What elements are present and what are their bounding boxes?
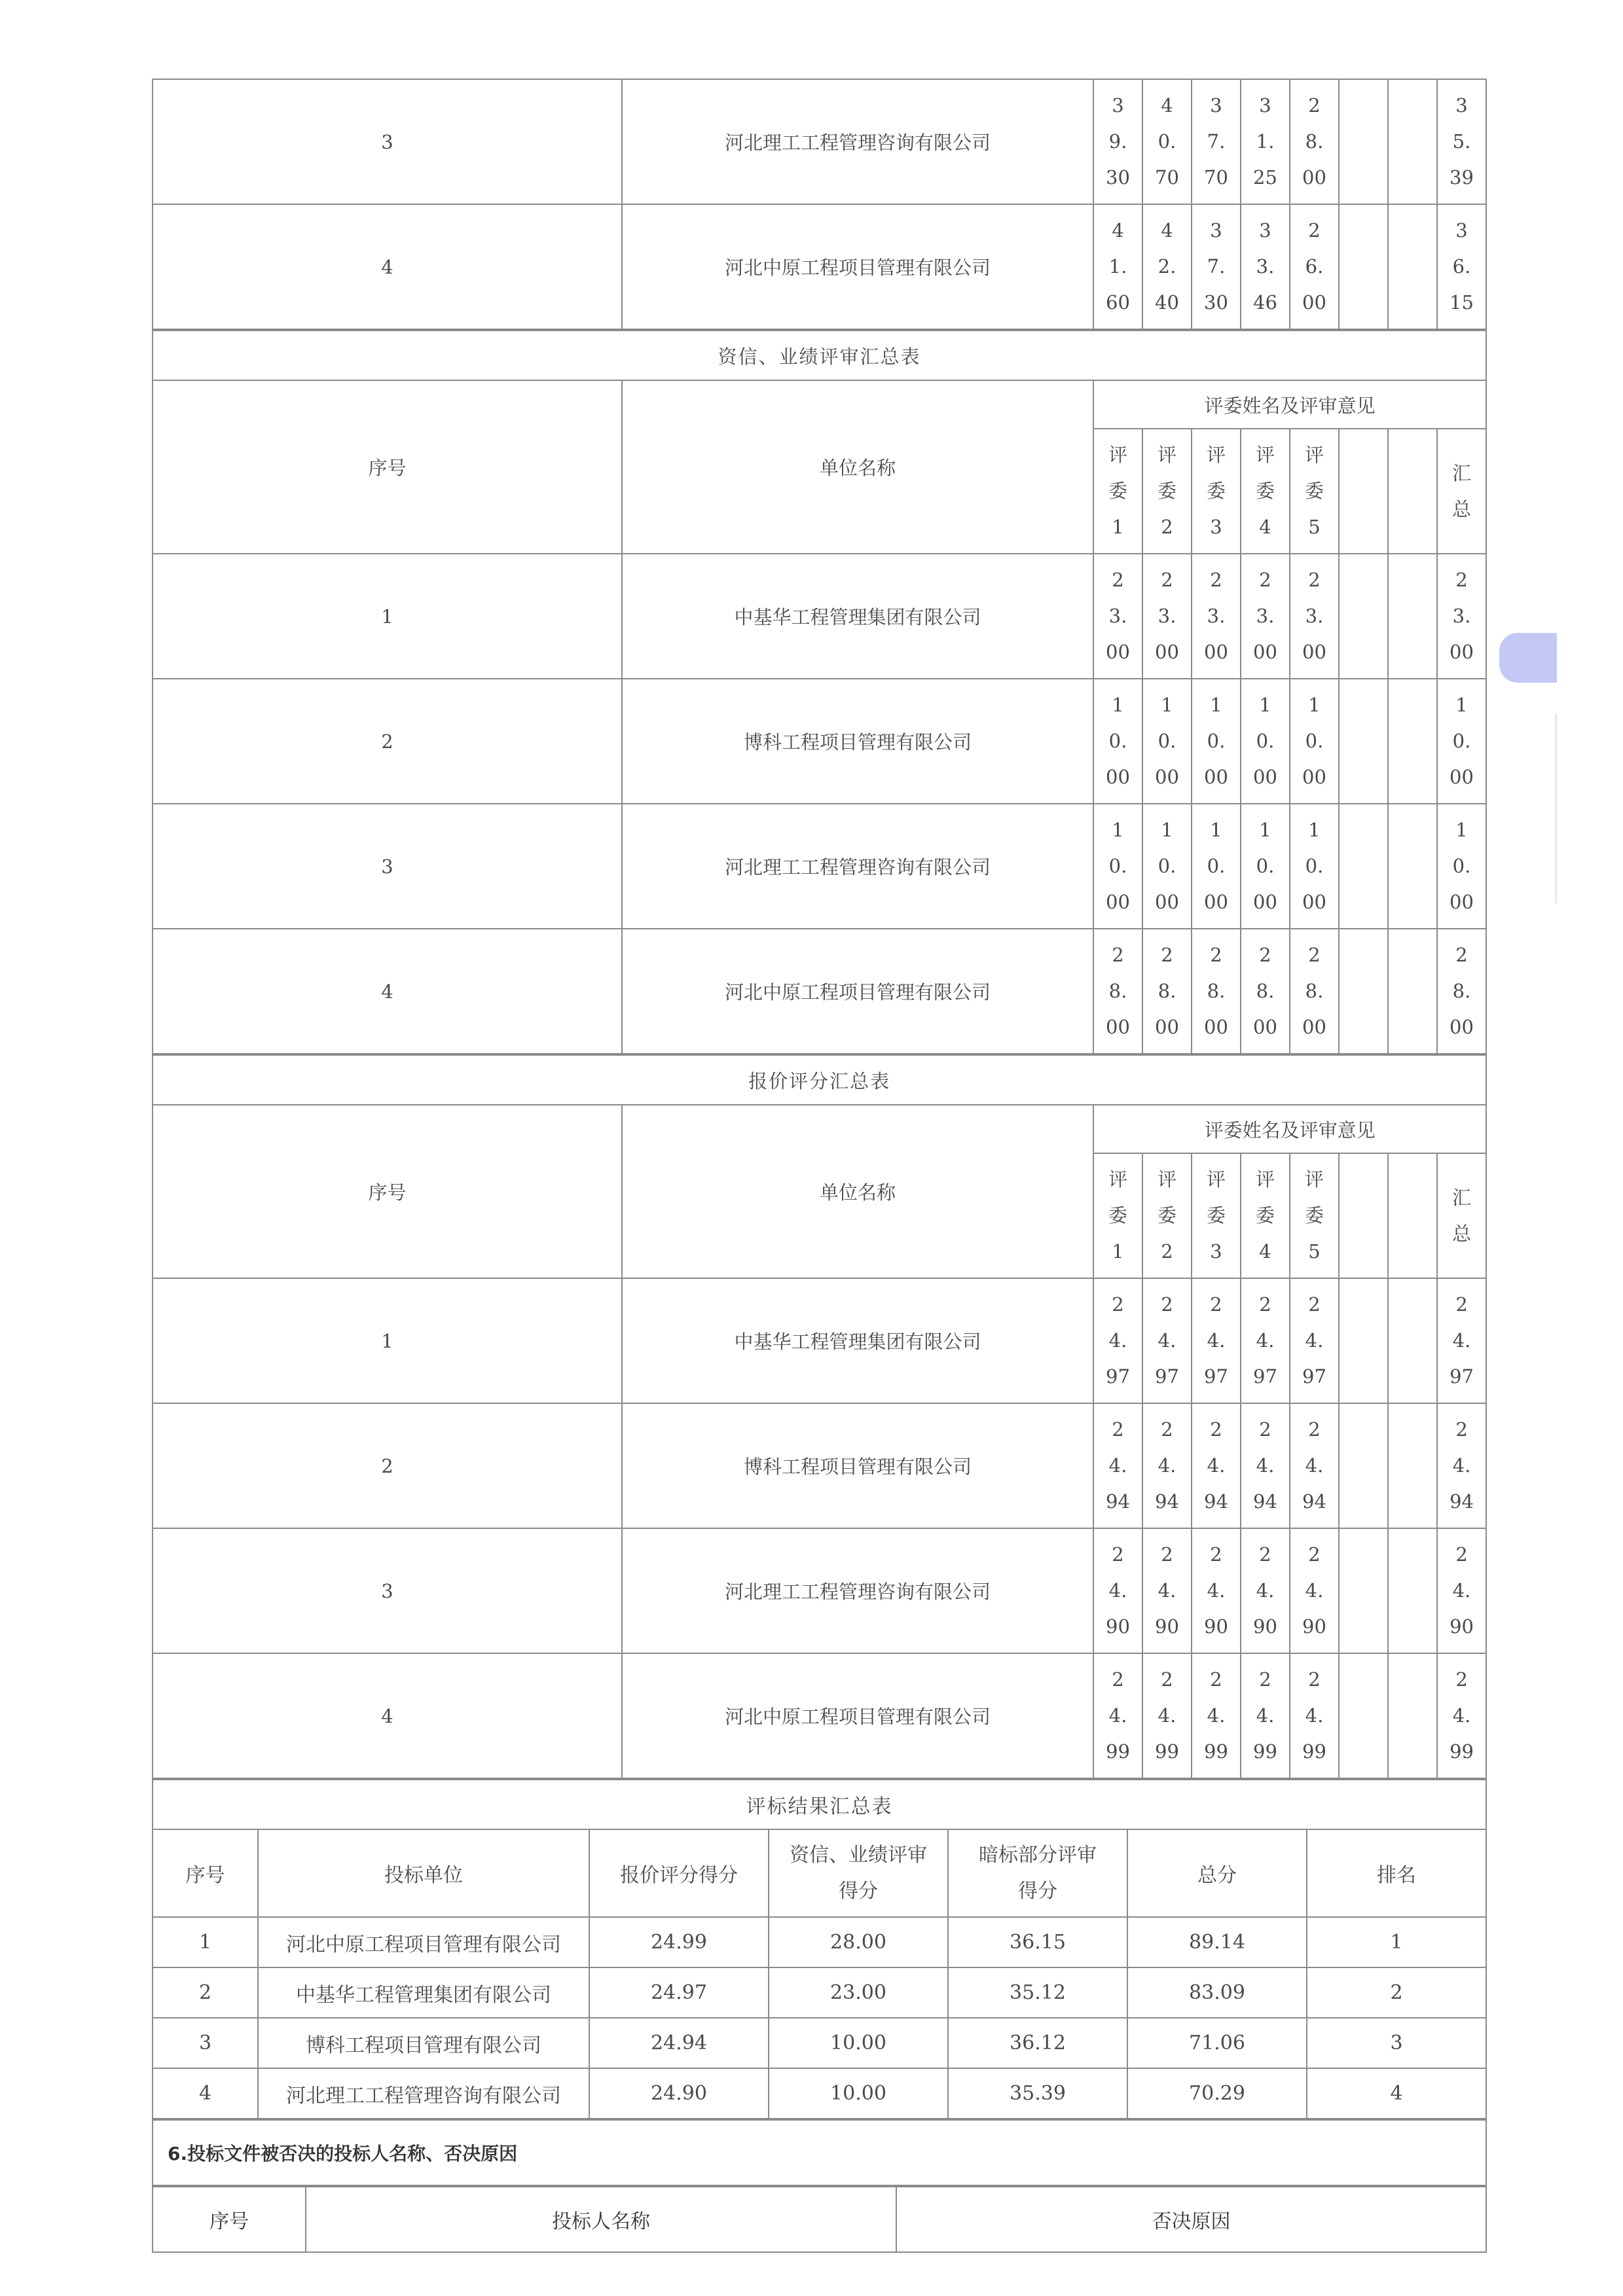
row-total: 23.00: [1437, 554, 1486, 679]
credit-summary-table: [153, 330, 1486, 1054]
table-row: [153, 1917, 1486, 1967]
row-seq: 4: [153, 929, 622, 1054]
empty-cell: [1388, 804, 1437, 929]
judge-score: 40.70: [1142, 79, 1192, 204]
table-title: 报价评分汇总表: [153, 1055, 1486, 1105]
judge-score: 24.94: [1142, 1403, 1192, 1528]
row-price-score: 24.99: [589, 1917, 769, 1967]
row-seq: 1: [153, 1917, 258, 1967]
judge-score: 24.99: [1093, 1653, 1142, 1778]
judge-score: 24.94: [1241, 1403, 1290, 1528]
table-row: [153, 204, 1486, 329]
rejected-bidders-table: [153, 2186, 1486, 2253]
row-dark-score: 36.12: [948, 2018, 1127, 2068]
row-bidder: 中基华工程管理集团有限公司: [258, 1967, 589, 2018]
col-header-opinion: 评委姓名及评审意见: [1093, 1105, 1486, 1153]
col-header-seq: 序号: [153, 1105, 622, 1278]
table-title: 评标结果汇总表: [153, 1780, 1486, 1829]
row-unit-name: 河北理工工程管理咨询有限公司: [622, 1528, 1093, 1653]
table-row: [153, 79, 1486, 204]
side-scroll-track[interactable]: [1555, 713, 1557, 903]
col-header-judge-5: 评委5: [1290, 429, 1339, 554]
row-seq: 2: [153, 1403, 622, 1528]
row-dark-score: 35.39: [948, 2068, 1127, 2119]
judge-score: 24.94: [1093, 1403, 1142, 1528]
row-bidder: 博科工程项目管理有限公司: [258, 2018, 589, 2068]
dark-bid-summary-tail: [153, 79, 1486, 330]
table-row: [153, 2018, 1486, 2068]
row-price-score: 24.94: [589, 2018, 769, 2068]
row-unit-name: 博科工程项目管理有限公司: [622, 679, 1093, 804]
col-header-judge-2: 评委2: [1142, 1153, 1192, 1278]
row-seq: 3: [153, 1528, 622, 1653]
judge-score: 10.00: [1192, 804, 1241, 929]
judge-score: 24.90: [1093, 1528, 1142, 1653]
empty-col-header: [1339, 1153, 1388, 1278]
judge-score: 28.00: [1192, 929, 1241, 1054]
side-panel-toggle[interactable]: [1499, 633, 1557, 683]
row-seq: 2: [153, 1967, 258, 2018]
empty-cell: [1339, 804, 1388, 929]
judge-score: 10.00: [1142, 679, 1192, 804]
judge-score: 24.94: [1192, 1403, 1241, 1528]
row-unit-name: 河北中原工程项目管理有限公司: [622, 204, 1093, 329]
judge-score: 10.00: [1093, 804, 1142, 929]
col-header-rank: 排名: [1307, 1829, 1486, 1917]
empty-col-header: [1339, 429, 1388, 554]
empty-cell: [1339, 1403, 1388, 1528]
judge-score: 24.97: [1241, 1278, 1290, 1403]
row-rank: 1: [1307, 1917, 1486, 1967]
judge-score: 37.30: [1192, 204, 1241, 329]
row-bidder: 河北中原工程项目管理有限公司: [258, 1917, 589, 1967]
row-unit-name: 河北中原工程项目管理有限公司: [622, 929, 1093, 1054]
judge-score: 28.00: [1142, 929, 1192, 1054]
col-header-price-score: 报价评分得分: [589, 1829, 769, 1917]
row-unit-name: 河北中原工程项目管理有限公司: [622, 1653, 1093, 1778]
empty-cell: [1388, 79, 1437, 204]
empty-cell: [1339, 929, 1388, 1054]
judge-score: 10.00: [1241, 804, 1290, 929]
row-unit-name: 中基华工程管理集团有限公司: [622, 554, 1093, 679]
price-summary-table: [153, 1054, 1486, 1779]
row-total: 24.90: [1437, 1528, 1486, 1653]
judge-score: 10.00: [1290, 804, 1339, 929]
row-seq: 2: [153, 679, 622, 804]
judge-score: 24.90: [1241, 1528, 1290, 1653]
judge-score: 23.00: [1290, 554, 1339, 679]
row-total: 24.99: [1437, 1653, 1486, 1778]
judge-score: 23.00: [1192, 554, 1241, 679]
empty-cell: [1339, 679, 1388, 804]
evaluation-document: [152, 79, 1487, 2253]
judge-score: 10.00: [1241, 679, 1290, 804]
empty-cell: [1388, 554, 1437, 679]
table-row: [153, 1528, 1486, 1653]
judge-score: 23.00: [1093, 554, 1142, 679]
judge-score: 28.00: [1093, 929, 1142, 1054]
row-dark-score: 36.15: [948, 1917, 1127, 1967]
row-price-score: 24.97: [589, 1967, 769, 2018]
col-header-judge-2: 评委2: [1142, 429, 1192, 554]
row-unit-name: 中基华工程管理集团有限公司: [622, 1278, 1093, 1403]
empty-cell: [1388, 1653, 1437, 1778]
judge-score: 24.90: [1142, 1528, 1192, 1653]
empty-cell: [1388, 204, 1437, 329]
judge-score: 26.00: [1290, 204, 1339, 329]
judge-score: 42.40: [1142, 204, 1192, 329]
judge-score: 41.60: [1093, 204, 1142, 329]
col-header-credit-score: 资信、业绩评审得分: [769, 1829, 948, 1917]
row-unit-name: 博科工程项目管理有限公司: [622, 1403, 1093, 1528]
empty-cell: [1339, 1528, 1388, 1653]
empty-cell: [1388, 1403, 1437, 1528]
judge-score: 10.00: [1290, 679, 1339, 804]
table-row: [153, 804, 1486, 929]
empty-cell: [1388, 1278, 1437, 1403]
empty-cell: [1339, 1653, 1388, 1778]
row-credit-score: 23.00: [769, 1967, 948, 2018]
row-credit-score: 28.00: [769, 1917, 948, 1967]
table-row: [153, 1403, 1486, 1528]
judge-score: 10.00: [1192, 679, 1241, 804]
col-header-seq: 序号: [153, 1829, 258, 1917]
row-credit-score: 10.00: [769, 2018, 948, 2068]
judge-score: 24.90: [1290, 1528, 1339, 1653]
row-total: 10.00: [1437, 679, 1486, 804]
row-total-score: 71.06: [1127, 2018, 1307, 2068]
judge-score: 24.97: [1142, 1278, 1192, 1403]
row-seq: 3: [153, 2018, 258, 2068]
row-rank: 2: [1307, 1967, 1486, 2018]
row-unit-name: 河北理工工程管理咨询有限公司: [622, 79, 1093, 204]
table-row: [153, 1967, 1486, 2018]
col-header-judge-5: 评委5: [1290, 1153, 1339, 1278]
empty-col-header: [1388, 1153, 1437, 1278]
row-seq: 3: [153, 79, 622, 204]
row-seq: 4: [153, 1653, 622, 1778]
judge-score: 23.00: [1142, 554, 1192, 679]
col-header-reject-reason: 否决原因: [896, 2187, 1486, 2252]
row-seq: 3: [153, 804, 622, 929]
row-unit-name: 河北理工工程管理咨询有限公司: [622, 804, 1093, 929]
table-row: [153, 1278, 1486, 1403]
col-header-total: 汇总: [1437, 1153, 1486, 1278]
judge-score: 10.00: [1142, 804, 1192, 929]
col-header-judge-1: 评委1: [1093, 429, 1142, 554]
judge-score: 24.99: [1192, 1653, 1241, 1778]
col-header-seq: 序号: [153, 2187, 306, 2252]
empty-cell: [1339, 554, 1388, 679]
col-header-total: 汇总: [1437, 429, 1486, 554]
judge-score: 24.90: [1192, 1528, 1241, 1653]
col-header-unit: 单位名称: [622, 1105, 1093, 1278]
col-header-seq: 序号: [153, 380, 622, 554]
row-seq: 4: [153, 204, 622, 329]
row-seq: 1: [153, 554, 622, 679]
row-bidder: 河北理工工程管理咨询有限公司: [258, 2068, 589, 2119]
judge-score: 10.00: [1093, 679, 1142, 804]
row-rank: 4: [1307, 2068, 1486, 2119]
empty-cell: [1388, 1528, 1437, 1653]
row-total: 10.00: [1437, 804, 1486, 929]
row-total-score: 89.14: [1127, 1917, 1307, 1967]
row-total: 24.94: [1437, 1403, 1486, 1528]
empty-cell: [1339, 204, 1388, 329]
judge-score: 28.00: [1290, 929, 1339, 1054]
judge-score: 24.99: [1142, 1653, 1192, 1778]
row-total: 36.15: [1437, 204, 1486, 329]
row-total-score: 70.29: [1127, 2068, 1307, 2119]
judge-score: 24.97: [1093, 1278, 1142, 1403]
row-credit-score: 10.00: [769, 2068, 948, 2119]
table-row: [153, 554, 1486, 679]
result-summary-table: [153, 1779, 1486, 2119]
section-6-heading: 6.投标文件被否决的投标人名称、否决原因: [153, 2119, 1486, 2186]
row-total: 35.39: [1437, 79, 1486, 204]
judge-score: 39.30: [1093, 79, 1142, 204]
judge-score: 24.97: [1290, 1278, 1339, 1403]
judge-score: 24.94: [1290, 1403, 1339, 1528]
empty-cell: [1339, 79, 1388, 204]
empty-cell: [1388, 929, 1437, 1054]
empty-cell: [1388, 679, 1437, 804]
judge-score: 33.46: [1241, 204, 1290, 329]
row-dark-score: 35.12: [948, 1967, 1127, 2018]
row-total-score: 83.09: [1127, 1967, 1307, 2018]
row-price-score: 24.90: [589, 2068, 769, 2119]
col-header-unit: 单位名称: [622, 380, 1093, 554]
col-header-judge-1: 评委1: [1093, 1153, 1142, 1278]
row-seq: 4: [153, 2068, 258, 2119]
empty-col-header: [1388, 429, 1437, 554]
table-row: [153, 1653, 1486, 1778]
judge-score: 24.99: [1241, 1653, 1290, 1778]
judge-score: 28.00: [1241, 929, 1290, 1054]
table-title: 资信、业绩评审汇总表: [153, 331, 1486, 380]
col-header-judge-3: 评委3: [1192, 1153, 1241, 1278]
row-total: 24.97: [1437, 1278, 1486, 1403]
col-header-judge-4: 评委4: [1241, 1153, 1290, 1278]
col-header-bidder-name: 投标人名称: [306, 2187, 896, 2252]
judge-score: 24.97: [1192, 1278, 1241, 1403]
col-header-opinion: 评委姓名及评审意见: [1093, 380, 1486, 429]
empty-cell: [1339, 1278, 1388, 1403]
table-row: [153, 929, 1486, 1054]
col-header-total-score: 总分: [1127, 1829, 1307, 1917]
judge-score: 24.99: [1290, 1653, 1339, 1778]
row-total: 28.00: [1437, 929, 1486, 1054]
judge-score: 23.00: [1241, 554, 1290, 679]
col-header-dark-score: 暗标部分评审得分: [948, 1829, 1127, 1917]
col-header-bidder: 投标单位: [258, 1829, 589, 1917]
row-seq: 1: [153, 1278, 622, 1403]
col-header-judge-3: 评委3: [1192, 429, 1241, 554]
table-row: [153, 679, 1486, 804]
judge-score: 37.70: [1192, 79, 1241, 204]
judge-score: 28.00: [1290, 79, 1339, 204]
judge-score: 31.25: [1241, 79, 1290, 204]
col-header-judge-4: 评委4: [1241, 429, 1290, 554]
row-rank: 3: [1307, 2018, 1486, 2068]
table-row: [153, 2068, 1486, 2119]
